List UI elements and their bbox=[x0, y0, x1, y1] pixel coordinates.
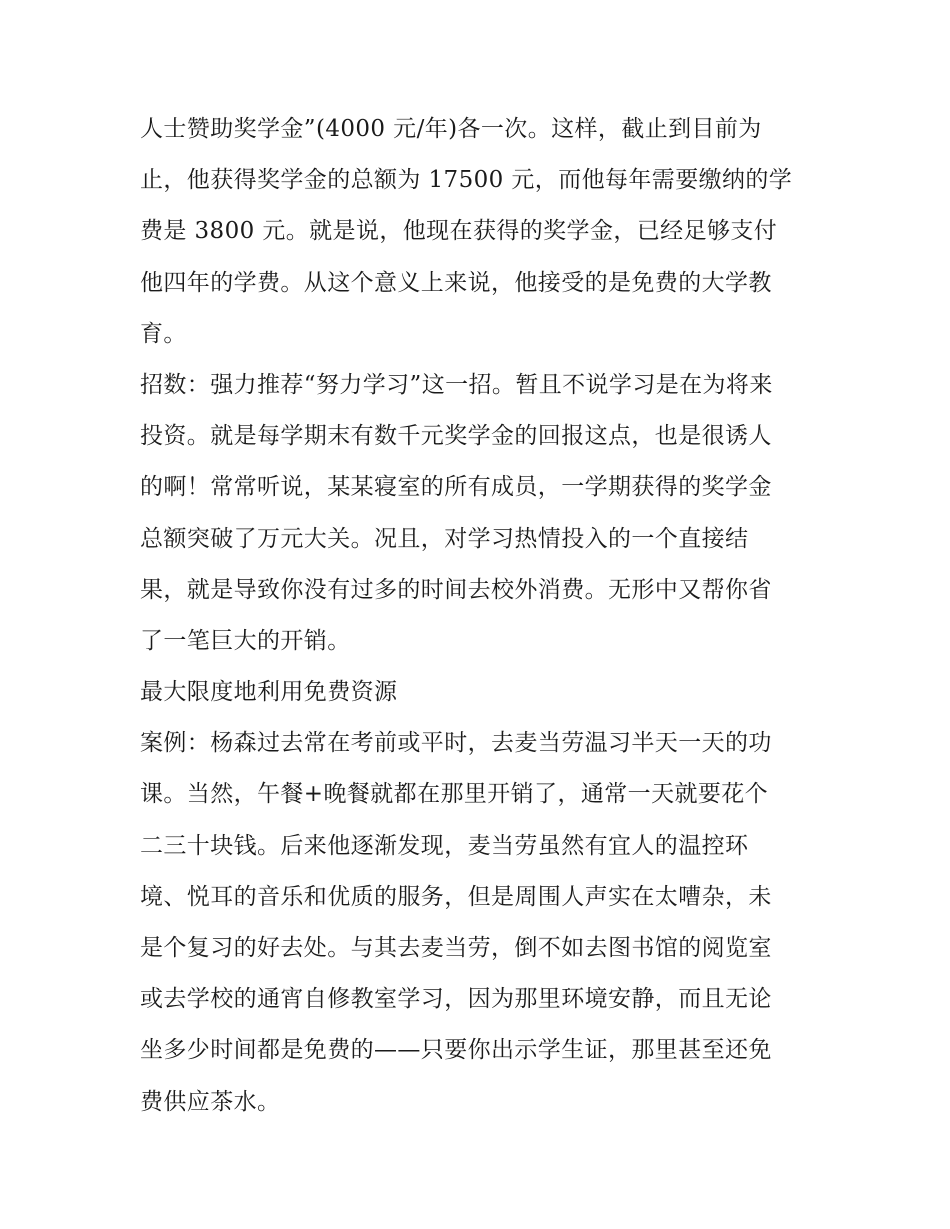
text-line: 费是 3800 元。就是说，他现在获得的奖学金，已经足够支付 bbox=[140, 218, 778, 245]
text-line: 果，就是导致你没有过多的时间去校外消费。无形中又帮你省 bbox=[140, 576, 772, 603]
text-line: 他四年的学费。从这个意义上来说，他接受的是免费的大学教 bbox=[140, 269, 772, 296]
text-line: 投资。就是每学期末有数千元奖学金的回报这点，也是很诱人 bbox=[140, 423, 772, 450]
text-line: 案例：杨森过去常在考前或平时，去麦当劳温习半天一天的功 bbox=[140, 730, 772, 757]
text-line: 育。 bbox=[140, 320, 187, 347]
text-line: 坐多少时间都是免费的——只要你出示学生证，那里甚至还免 bbox=[140, 1037, 772, 1064]
text-line: 是个复习的好去处。与其去麦当劳，倒不如去图书馆的阅览室 bbox=[140, 935, 772, 961]
text-line: 的啊！常常听说，某某寝室的所有成员，一学期获得的奖学金 bbox=[140, 474, 772, 501]
text-line: 总额突破了万元大关。况且，对学习热情投入的一个直接结 bbox=[140, 525, 749, 552]
text-line: 或去学校的通宵自修教室学习，因为那里环境安静，而且无论 bbox=[140, 986, 772, 1013]
section-heading: 最大限度地利用免费资源 bbox=[140, 679, 398, 706]
text-line: 止，他获得奖学金的总额为 17500 元，而他每年需要缴纳的学 bbox=[140, 167, 793, 194]
document-page bbox=[140, 104, 820, 1128]
text-line: 人士赞助奖学金”(4000 元/年)各一次。这样，截止到目前为 bbox=[140, 116, 762, 142]
text-line: 课。当然，午餐+晚餐就都在那里开销了，通常一天就要花个 bbox=[140, 781, 769, 808]
text-line: 境、悦耳的音乐和优质的服务，但是周围人声实在太嘈杂，未 bbox=[140, 883, 772, 910]
text-line: 二三十块钱。后来他逐渐发现，麦当劳虽然有宜人的温控环 bbox=[140, 832, 749, 859]
text-line: 招数：强力推荐“努力学习”这一招。暂且不说学习是在为将来 bbox=[140, 371, 773, 398]
text-line: 费供应茶水。 bbox=[140, 1088, 281, 1115]
text-line: 了一笔巨大的开销。 bbox=[140, 627, 351, 654]
